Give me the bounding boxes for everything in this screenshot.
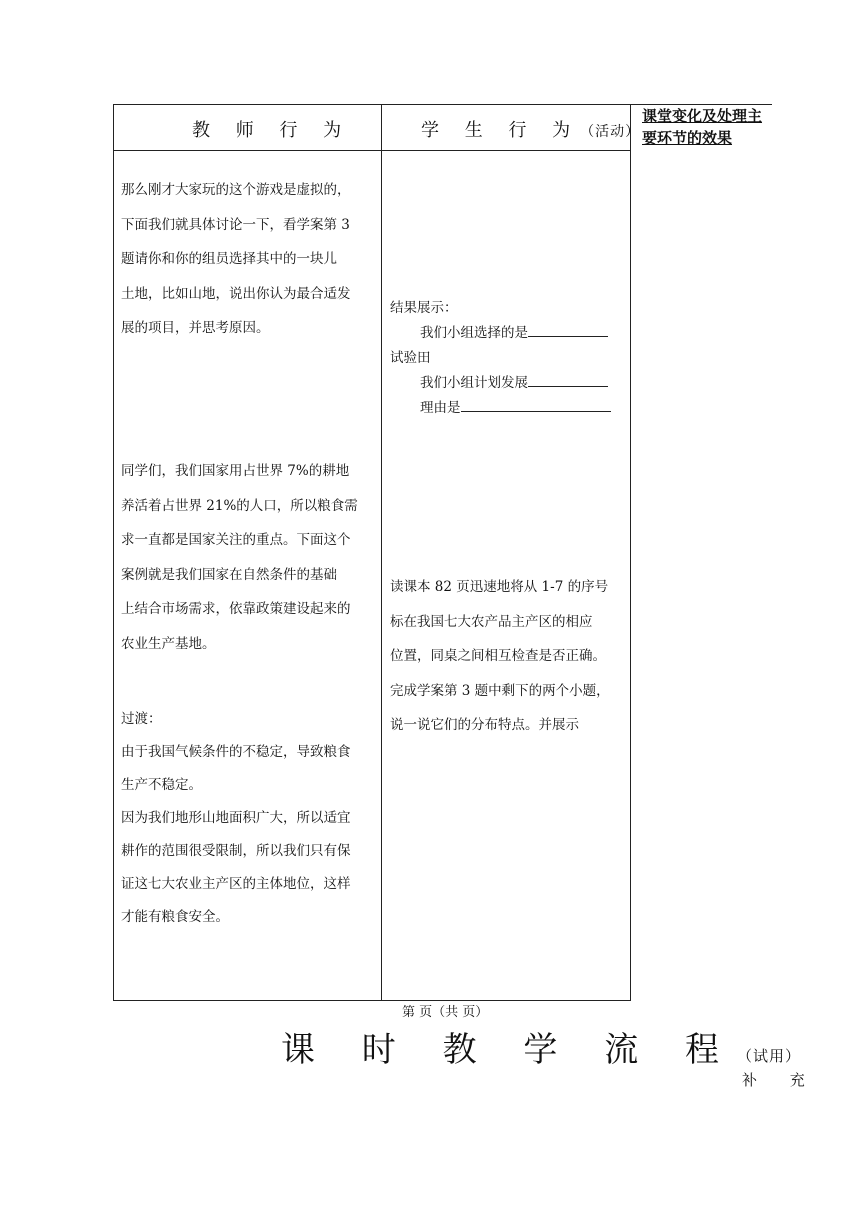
text-line: 由于我国气候条件的不稳定，导致粮食 — [121, 744, 351, 760]
text-line: 求一直都是国家关注的重点。下面这个 — [121, 532, 351, 548]
text-line: 因为我们地形山地面积广大，所以适宜 — [121, 810, 351, 826]
teacher-behavior-header: 教 师 行 为 — [192, 120, 352, 141]
teacher-paragraph-2 — [121, 454, 358, 661]
header-divider — [113, 150, 630, 151]
result-display — [390, 296, 611, 421]
result-plan-label: 我们小组计划发展 — [420, 375, 528, 391]
text-line: 土地，比如山地，说出你认为最合适发 — [121, 285, 351, 302]
result-line-field: 试验田 — [390, 350, 431, 366]
text-line: 说一说它们的分布特点。并展示 — [390, 717, 579, 733]
text-line: 读课本 82 页迅速地将从 1-7 的序号 — [390, 579, 609, 595]
student-behavior-header-text: 学 生 行 为 — [421, 120, 581, 141]
text-line: 过渡： — [121, 711, 162, 727]
text-line: 下面我们就具体讨论一下，看学案第 3 — [121, 216, 350, 233]
student-behavior-header — [421, 116, 640, 142]
fill-blank — [461, 397, 611, 412]
student-reading-task — [390, 570, 610, 743]
fill-blank — [528, 322, 608, 337]
text-line: 完成学案第 3 题中剩下的两个小题， — [390, 682, 610, 699]
supplement-label: 补 充 — [742, 1071, 819, 1089]
fill-blank — [528, 372, 608, 387]
text-line: 养活着占世界 21%的人口，所以粮食需 — [121, 497, 358, 514]
result-title: 结果展示： — [390, 300, 458, 316]
text-line: 标在我国七大农产品主产区的相应 — [390, 613, 593, 630]
text-line: 才能有粮食安全。 — [121, 909, 229, 925]
text-line: 耕作的范围很受限制，所以我们只有保 — [121, 843, 351, 859]
result-line-choice — [390, 321, 611, 346]
text-line: 那么刚才大家玩的这个游戏是虚拟的， — [121, 182, 351, 198]
activity-note: （活动） — [580, 124, 641, 140]
classroom-changes-note: 课堂变化及处理主要环节的效果 — [642, 107, 763, 147]
result-line-plan — [390, 371, 611, 396]
text-line: 农业生产基地。 — [121, 635, 216, 652]
text-line: 生产不稳定。 — [121, 777, 202, 793]
text-line: 证这七大农业主产区的主体地位，这样 — [121, 876, 351, 892]
page-title-text: 课 时 教 学 流 程 — [281, 1030, 738, 1070]
text-line: 展的项目，并思考原因。 — [121, 320, 270, 336]
trial-note: （试用） — [737, 1047, 802, 1065]
text-line: 位置，同桌之间相互检查是否正确。 — [390, 648, 606, 664]
teacher-paragraph-1 — [121, 173, 351, 346]
text-line: 上结合市场需求，依靠政策建设起来的 — [121, 601, 351, 617]
text-line: 同学们，我们国家用占世界 7%的耕地 — [121, 463, 350, 479]
text-line: 题请你和你的组员选择其中的一块儿 — [121, 251, 337, 267]
result-choice-label: 我们小组选择的是 — [420, 325, 528, 341]
column-divider — [381, 104, 382, 1000]
page-title — [281, 1022, 801, 1071]
result-reason-label: 理由是 — [420, 400, 461, 416]
text-line: 案例就是我们国家在自然条件的基础 — [121, 566, 337, 583]
page-number: 第 页（共 页） — [402, 1005, 489, 1020]
result-line-reason — [390, 396, 611, 421]
teacher-paragraph-3 — [121, 703, 351, 934]
